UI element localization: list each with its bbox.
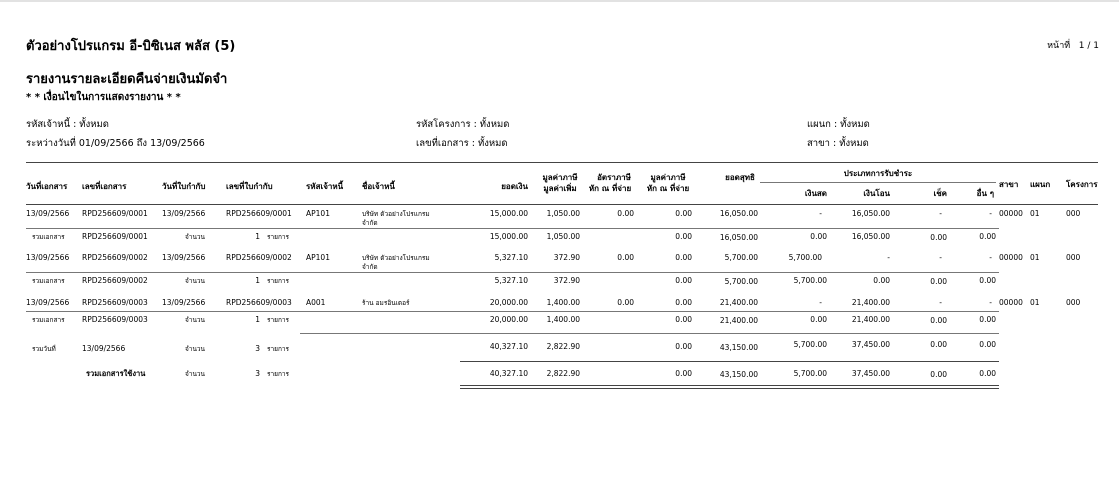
grand-total-vat: 2,822.90 [546,369,580,378]
col-other: อื่น ๆ [976,189,994,198]
doc-date: 13/09/2566 [26,209,70,218]
subtotal-unit: รายการ [267,233,290,241]
cash: - [819,209,822,218]
subtotal-other: 0.00 [979,232,996,241]
subtotal-vat: 1,050.00 [546,232,580,241]
subtotal-doc-no: RPD256609/0002 [82,276,148,285]
grand-total-top-rule [460,361,999,362]
subtotal-amount: 5,327.10 [494,276,528,285]
col-wht-amt-line1: มูลค่าภาษี [650,173,686,182]
project: 000 [1066,253,1081,262]
day-total-vat: 2,822.90 [546,342,580,351]
grand-total-transfer: 37,450.00 [851,369,890,378]
report-page [0,2,1119,481]
cash: - [819,298,822,307]
grand-total-count-label: จำนวน [185,370,205,378]
grand-total-other: 0.00 [979,369,996,378]
condition-department: แผนก : ทั้งหมด [807,119,870,130]
vat: 372.90 [553,253,580,262]
col-amount: ยอดเงิน [501,182,528,191]
col-payment-group: ประเภทการรับชำระ [843,169,913,178]
subtotal-net: 5,700.00 [724,277,758,286]
subtotal-wht: 0.00 [675,232,692,241]
other: - [989,298,992,307]
cash: 5,700.00 [788,253,822,262]
grand-total-cheque: 0.00 [930,370,947,379]
subtotal-other: 0.00 [979,276,996,285]
subtotal-cash: 5,700.00 [793,276,827,285]
subtotal-wht: 0.00 [675,276,692,285]
day-total-rule [300,333,999,334]
subtotal-unit: รายการ [267,277,290,285]
day-total-cheque: 0.00 [930,340,947,349]
project: 000 [1066,298,1081,307]
cheque: - [939,253,942,262]
day-total-date: 13/09/2566 [82,344,126,353]
net: 5,700.00 [724,253,758,262]
col-tax-no: เลขที่ใบกำกับ [226,182,273,191]
doc-date: 13/09/2566 [26,298,70,307]
col-cash: เงินสด [804,189,827,198]
creditor-name-line1: บริษัท ตัวอย่างโปรแกรม [362,210,430,218]
subtotal-count: 1 [255,232,260,241]
tax-no: RPD256609/0002 [226,253,292,262]
tax-date: 13/09/2566 [162,209,206,218]
condition-project: รหัสโครงการ : ทั้งหมด [416,119,510,130]
department: 01 [1030,298,1040,307]
transfer: 16,050.00 [851,209,890,218]
transfer: 21,400.00 [851,298,890,307]
subtotal-label: รวมเอกสาร [32,316,65,324]
condition-doc-no: เลขที่เอกสาร : ทั้งหมด [416,138,508,149]
subtotal-amount: 15,000.00 [489,232,528,241]
grand-total-label: รวมเอกสารใช้งาน [86,369,146,378]
col-cheque: เช็ค [933,189,947,198]
creditor-code: A001 [306,298,326,307]
grand-total-count: 3 [255,369,260,378]
page-number [1047,38,1099,52]
row-divider [26,228,999,229]
branch: 00000 [999,209,1023,218]
day-total-unit: รายการ [267,345,290,353]
subtotal-transfer: 16,050.00 [851,232,890,241]
cheque: - [939,209,942,218]
subtotal-transfer: 0.00 [873,276,890,285]
doc-no: RPD256609/0001 [82,209,148,218]
wht-rate: 0.00 [617,298,634,307]
subtotal-label: รวมเอกสาร [32,233,65,241]
tax-no: RPD256609/0003 [226,298,292,307]
department: 01 [1030,253,1040,262]
subtotal-cheque: 0.00 [930,277,947,286]
grand-total-unit: รายการ [267,370,290,378]
subtotal-count: 1 [255,276,260,285]
subtotal-count-label: จำนวน [185,316,205,324]
project: 000 [1066,209,1081,218]
condition-creditor: รหัสเจ้าหนี้ : ทั้งหมด [26,119,109,130]
page-label: หน้าที่ [1047,41,1071,51]
report-conditions-heading: * * เงื่อนไขในการแสดงรายงาน * * [26,92,181,103]
doc-date: 13/09/2566 [26,253,70,262]
subtotal-amount: 20,000.00 [489,315,528,324]
col-department: แผนก [1030,180,1051,189]
subtotal-other: 0.00 [979,315,996,324]
report-title: รายงานรายละเอียดคืนจ่ายเงินมัดจำ [26,72,228,87]
day-total-other: 0.00 [979,340,996,349]
other: - [989,209,992,218]
row-divider [26,272,999,273]
subtotal-count-label: จำนวน [185,233,205,241]
company-name: ตัวอย่างโปรแกรม อี-บิซิเนส พลัส (5) [26,39,236,54]
col-wht-rate-line2: หัก ณ ที่จ่าย [588,184,632,193]
subtotal-wht: 0.00 [675,315,692,324]
day-total-transfer: 37,450.00 [851,340,890,349]
subtotal-cheque: 0.00 [930,233,947,242]
subtotal-net: 21,400.00 [719,316,758,325]
other: - [989,253,992,262]
col-creditor-name: ชื่อเจ้าหนี้ [362,182,395,191]
day-total-cash: 5,700.00 [793,340,827,349]
col-tax-date: วันที่ใบกำกับ [162,182,206,191]
col-project: โครงการ [1066,180,1098,189]
subtotal-transfer: 21,400.00 [851,315,890,324]
amount: 15,000.00 [489,209,528,218]
doc-no: RPD256609/0003 [82,298,148,307]
creditor-name-line2: จำกัด [362,263,378,271]
condition-branch: สาขา : ทั้งหมด [807,138,869,149]
row-divider [26,311,999,312]
condition-date-range: ระหว่างวันที่ 01/09/2566 ถึง 13/09/2566 [26,138,205,149]
tax-date: 13/09/2566 [162,253,206,262]
subtotal-cheque: 0.00 [930,316,947,325]
branch: 00000 [999,298,1023,307]
col-wht-rate-line1: อัตราภาษี [597,173,631,182]
col-vat-line1: มูลค่าภาษี [542,173,578,182]
subtotal-count-label: จำนวน [185,277,205,285]
subtotal-unit: รายการ [267,316,290,324]
subtotal-vat: 372.90 [553,276,580,285]
net: 16,050.00 [719,209,758,218]
tax-no: RPD256609/0001 [226,209,292,218]
day-total-count-label: จำนวน [185,345,205,353]
wht-amount: 0.00 [675,209,692,218]
day-total-amount: 40,327.10 [489,342,528,351]
subtotal-vat: 1,400.00 [546,315,580,324]
net: 21,400.00 [719,298,758,307]
wht-rate: 0.00 [617,253,634,262]
creditor-code: AP101 [306,209,330,218]
col-doc-no: เลขที่เอกสาร [82,182,127,191]
vat: 1,400.00 [546,298,580,307]
page-value: 1 / 1 [1078,41,1099,51]
subtotal-net: 16,050.00 [719,233,758,242]
day-total-wht: 0.00 [675,342,692,351]
creditor-name-line1: ร้าน อมรอินเตอร์ [362,299,410,307]
grand-total-amount: 40,327.10 [489,369,528,378]
day-total-net: 43,150.00 [719,343,758,352]
col-vat-line2: มูลค่าเพิ่ม [543,184,577,193]
creditor-name-line1: บริษัท ตัวอย่างโปรแกรม [362,254,430,262]
cheque: - [939,298,942,307]
subtotal-doc-no: RPD256609/0003 [82,315,148,324]
table-header-bottom-rule [26,204,1098,205]
tax-date: 13/09/2566 [162,298,206,307]
table-top-rule [26,162,1098,163]
col-creditor-code: รหัสเจ้าหนี้ [306,182,344,191]
grand-total-double-rule [460,385,999,389]
col-wht-amt-line2: หัก ณ ที่จ่าย [646,184,690,193]
col-branch: สาขา [999,180,1019,189]
subtotal-cash: 0.00 [810,315,827,324]
vat: 1,050.00 [546,209,580,218]
grand-total-wht: 0.00 [675,369,692,378]
wht-amount: 0.00 [675,253,692,262]
col-transfer: เงินโอน [863,189,890,198]
creditor-name-line2: จำกัด [362,219,378,227]
transfer: - [887,253,890,262]
subtotal-cash: 0.00 [810,232,827,241]
creditor-code: AP101 [306,253,330,262]
wht-amount: 0.00 [675,298,692,307]
doc-no: RPD256609/0002 [82,253,148,262]
amount: 20,000.00 [489,298,528,307]
department: 01 [1030,209,1040,218]
grand-total-cash: 5,700.00 [793,369,827,378]
branch: 00000 [999,253,1023,262]
wht-rate: 0.00 [617,209,634,218]
subtotal-doc-no: RPD256609/0001 [82,232,148,241]
col-doc-date: วันที่เอกสาร [26,182,68,191]
payment-group-rule [760,182,996,183]
amount: 5,327.10 [494,253,528,262]
day-total-label: รวมวันที่ [32,345,56,353]
col-net: ยอดสุทธิ [725,173,755,182]
grand-total-net: 43,150.00 [719,370,758,379]
day-total-count: 3 [255,344,260,353]
subtotal-count: 1 [255,315,260,324]
subtotal-label: รวมเอกสาร [32,277,65,285]
